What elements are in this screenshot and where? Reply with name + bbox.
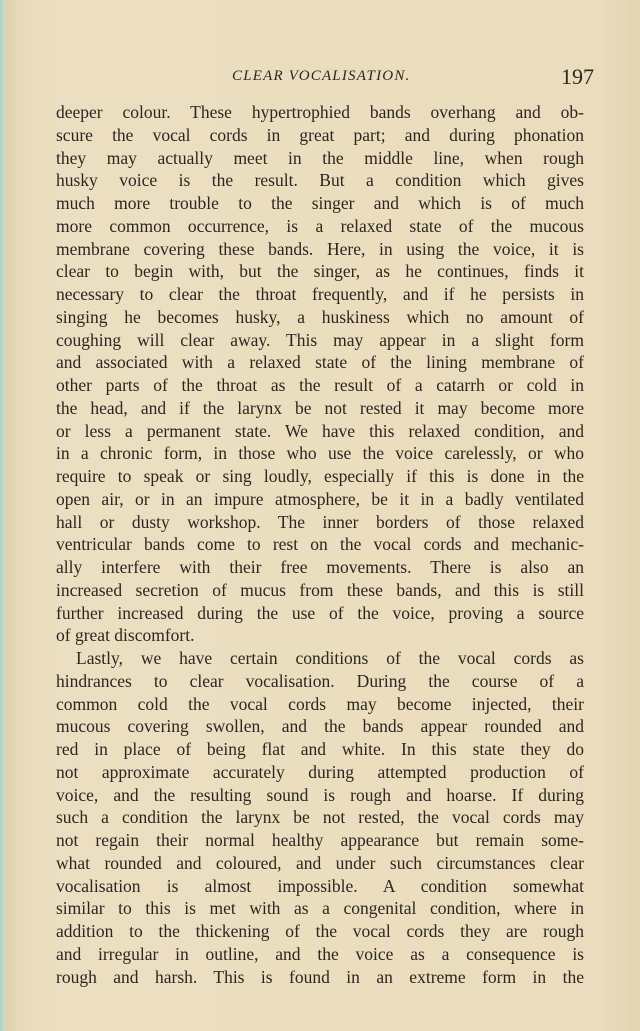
body-text	[56, 101, 584, 988]
text-line: husky voice is the result. But a condition which gives	[56, 170, 584, 191]
text-line: vocalisation is almost impossible. A condition somewhat	[56, 875, 584, 896]
text-line: the head, and if the larynx be not rested it may become more	[56, 397, 584, 418]
text-line: open air, or in an impure atmosphere, be it in a badly ventilated	[56, 488, 584, 509]
text-line: more common occurrence, is a relaxed state of the mucous	[56, 215, 584, 236]
text-line: much more trouble to the singer and which is of much	[56, 193, 584, 213]
text-line: and irregular in outline, and the voice as a consequence is	[56, 943, 584, 964]
text-line: singing he becomes husky, a huskiness which no amount of	[56, 306, 584, 327]
page-header	[0, 64, 640, 98]
page-number: 197	[561, 64, 594, 89]
text-line: increased secretion of mucus from these bands, and this is still	[56, 579, 584, 600]
text-line: other parts of the throat as the result of a catarrh or cold in	[56, 375, 584, 395]
text-line: coughing will clear away. This may appear in a slight form	[56, 329, 584, 350]
text-line: red in place of being flat and white. In this state they do	[56, 739, 584, 759]
text-line: voice, and the resulting sound is rough and hoarse. If during	[56, 784, 584, 805]
text-line: ventricular bands come to rest on the vocal cords and mechanic-	[56, 534, 584, 555]
text-line: mucous covering swollen, and the bands appear rounded and	[56, 716, 584, 737]
text-line: similar to this is met with as a congenital condition, where in	[56, 898, 584, 919]
text-line: membrane covering these bands. Here, in using the voice, it is	[56, 238, 584, 259]
running-title: CLEAR VOCALISATION.	[232, 68, 411, 84]
text-line: not approximate accurately during attempted production of	[56, 761, 584, 782]
text-line: further increased during the use of the voice, proving a source	[56, 602, 584, 623]
text-line: scure the vocal cords in great part; and during phonation	[56, 124, 584, 145]
text-line: in a chronic form, in those who use the voice carelessly, or who	[56, 443, 584, 464]
text-line: not regain their normal healthy appearance but remain some-	[56, 830, 584, 850]
text-line: addition to the thickening of the vocal cords they are rough	[56, 921, 584, 941]
text-line: ally interfere with their free movements. There is also an	[56, 557, 584, 577]
text-line: of great discomfort.	[56, 625, 195, 646]
text-line: what rounded and coloured, and under such circumstances clear	[56, 852, 584, 873]
paragraph-start-line: Lastly, we have certain conditions of the vocal cords as	[76, 648, 584, 668]
text-line: and associated with a relaxed state of the lining membrane of	[56, 352, 584, 373]
text-line: deeper colour. These hypertrophied bands overhang and ob-	[56, 102, 584, 122]
text-line: necessary to clear the throat frequently, and if he persists in	[56, 284, 584, 304]
page-edge-shadow	[0, 0, 8, 1031]
text-line: require to speak or sing loudly, especially if this is done in the	[56, 466, 584, 486]
text-line: or less a permanent state. We have this relaxed condition, and	[56, 420, 584, 441]
text-line: hindrances to clear vocalisation. During the course of a	[56, 670, 584, 691]
text-line: rough and harsh. This is found in an extreme form in the	[56, 966, 584, 987]
text-line: hall or dusty workshop. The inner borders of those relaxed	[56, 511, 584, 532]
text-line: common cold the vocal cords may become injected, their	[56, 693, 584, 714]
text-line: such a condition the larynx be not rested, the vocal cords may	[56, 807, 584, 828]
text-line: clear to begin with, but the singer, as he continues, finds it	[56, 261, 584, 282]
text-line: they may actually meet in the middle line, when rough	[56, 147, 584, 168]
